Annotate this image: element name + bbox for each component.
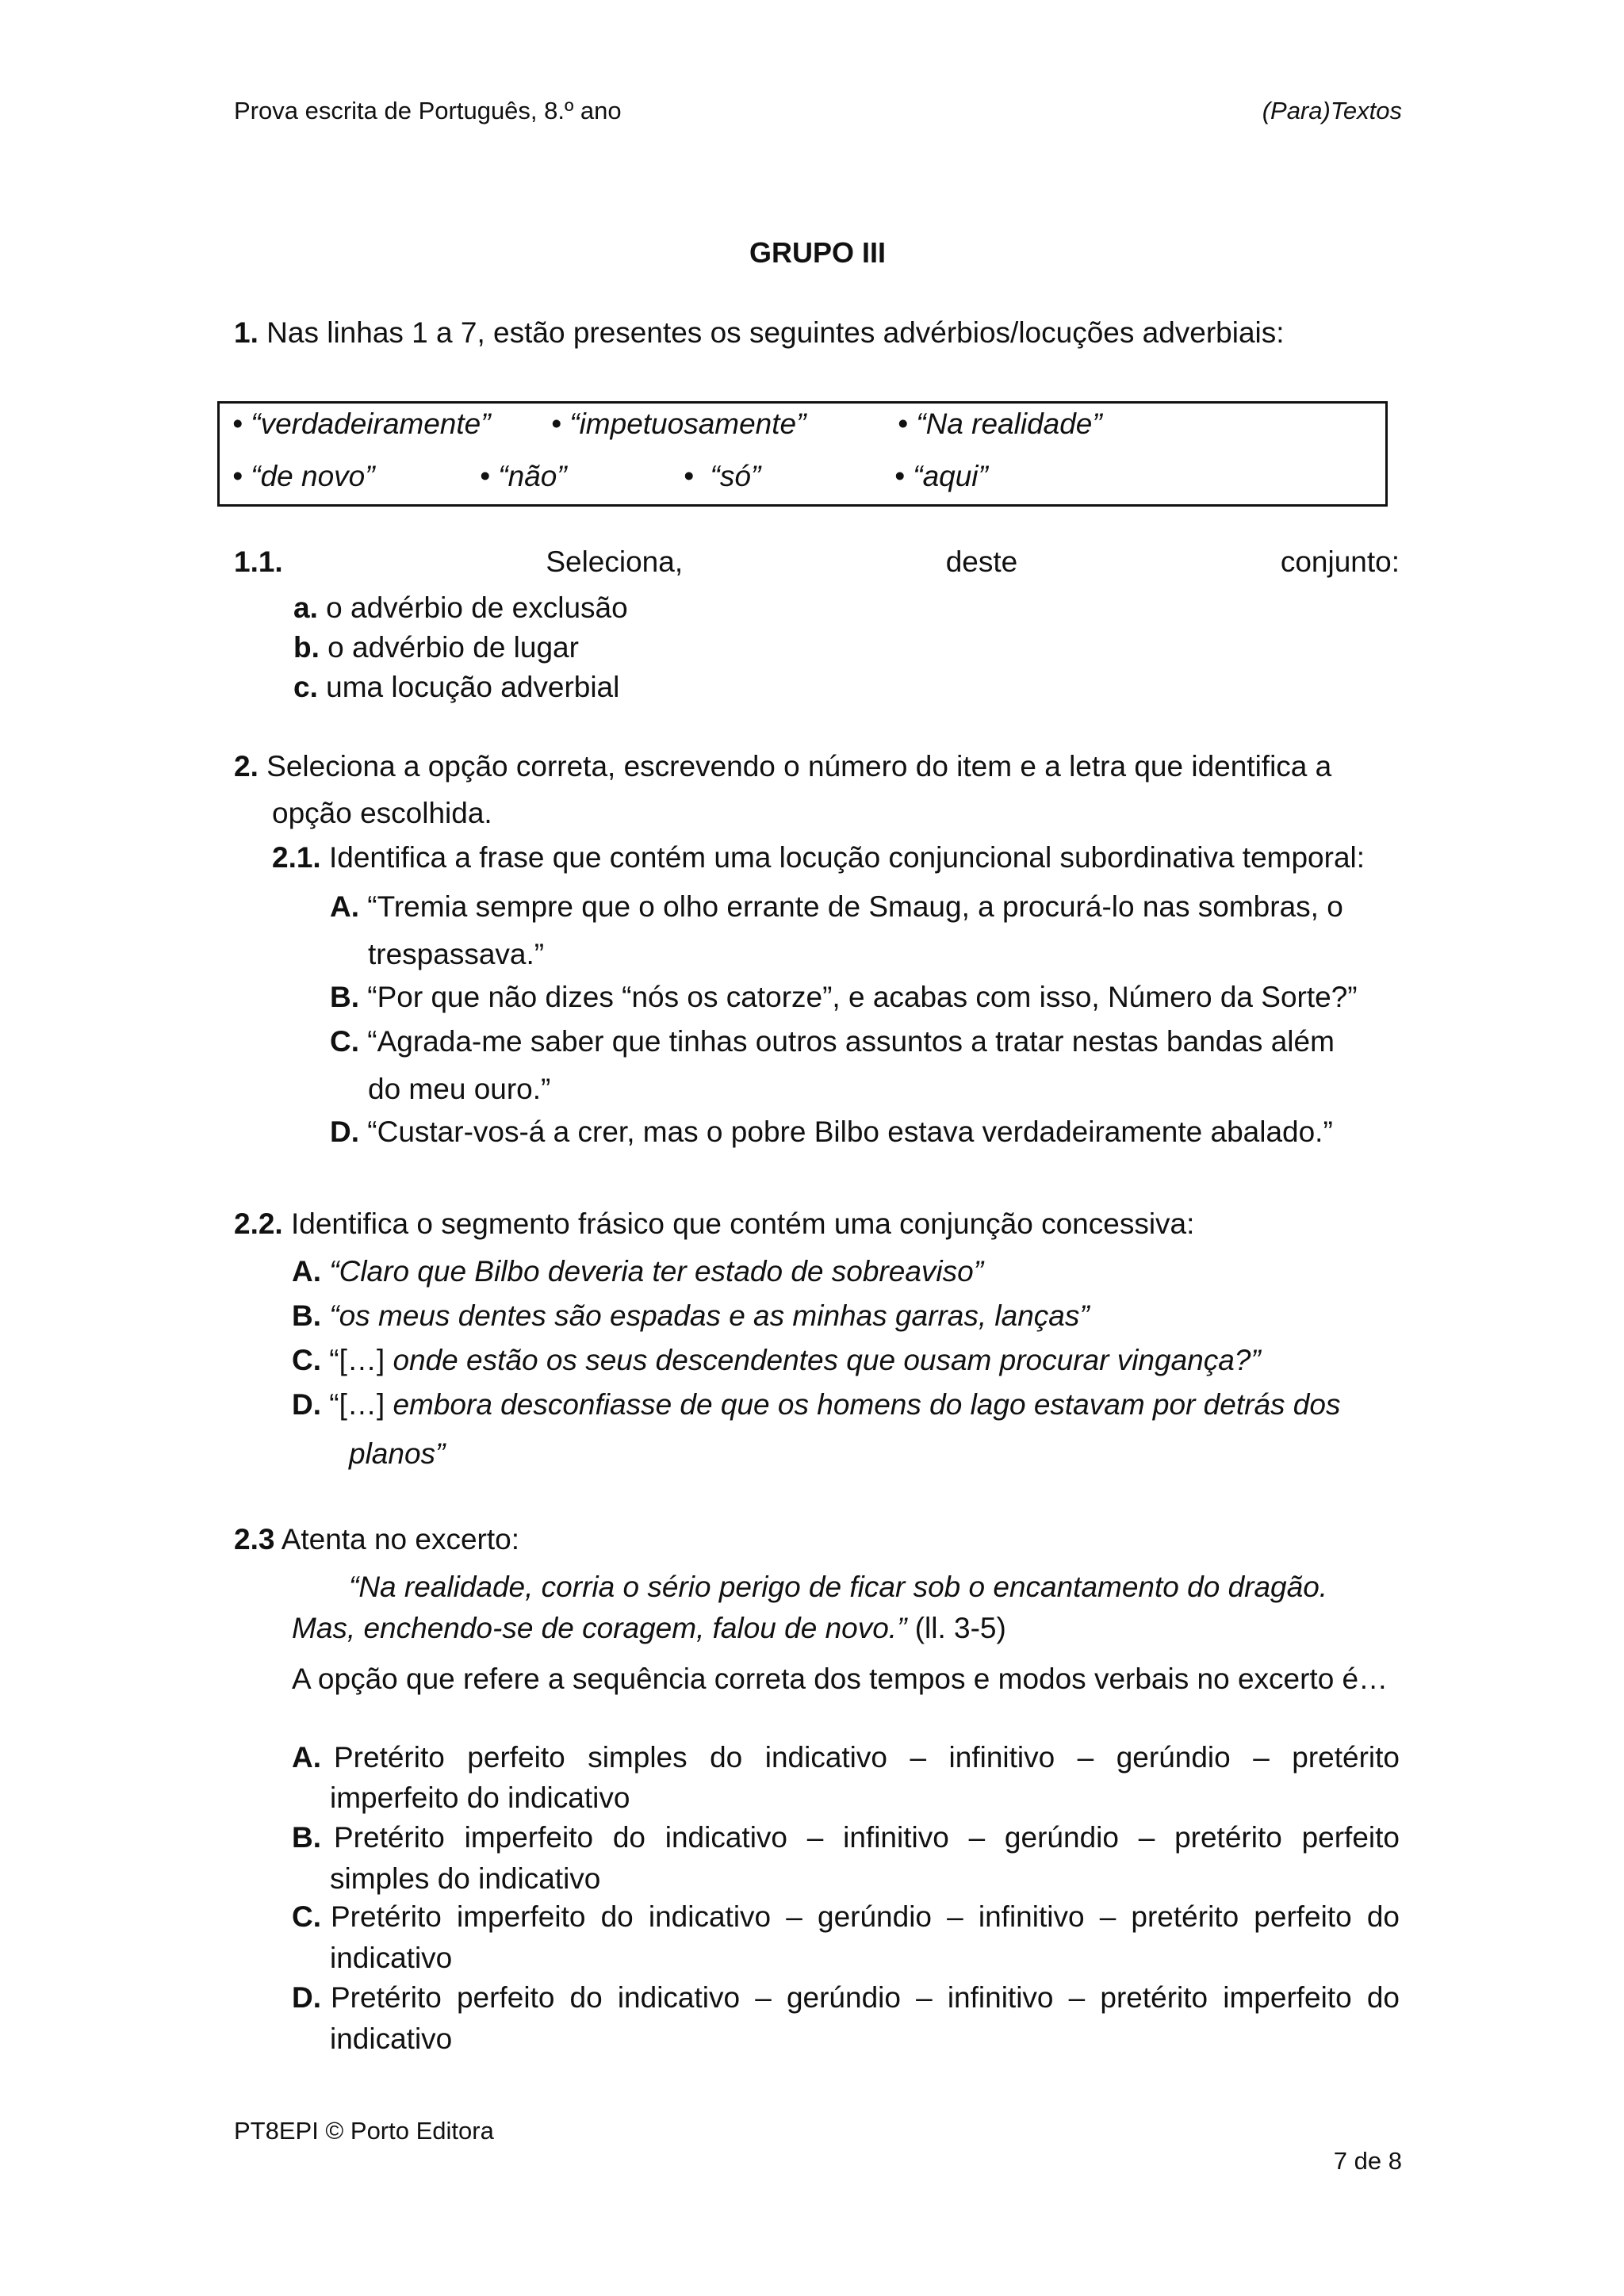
q23-option-c: C. Pretérito imperfeito do indicativo – gerúndio – infinitivo – pretérito perfeito do [292,1900,1400,1933]
q23-option-c-cont: indicativo [330,1942,453,1974]
q22-statement: 2.2. Identifica o segmento frásico que contém uma conjunção concessiva: [234,1207,1195,1240]
adverbs-box [217,401,1388,507]
q23-prompt: A opção que refere a sequência correta dos tempos e modos verbais no excerto é… [292,1663,1388,1695]
adverb-item: • “Na realidade” [898,408,1102,440]
section-title: GRUPO III [749,236,887,269]
adverb-item: • “só” [684,460,761,492]
q23-option-d: D. Pretérito perfeito do indicativo – gerúndio – infinitivo – pretérito imperfeito do [292,1981,1400,2014]
q11-item-c: c. uma locução adverbial [293,671,620,703]
adverb-item: • “verdadeiramente” [232,408,491,440]
q2-number: 2. [234,750,259,783]
q21-option-c: C. “Agrada-me saber que tinhas outros assuntos a tratar nestas bandas além [330,1025,1335,1058]
q11-word: Seleciona, [546,545,684,578]
q21-option-b: B. “Por que não dizes “nós os catorze”, e acabas com isso, Número da Sorte?” [330,981,1358,1013]
q11-statement [234,545,1400,580]
q23-quote-line1-text: “Na realidade, corria o sério perigo de ficar sob o encantamento do dragão. [349,1571,1328,1603]
q11-item-b: b. o advérbio de lugar [293,631,579,664]
adverb-item: • “de novo” [232,460,375,492]
q2-statement: 2. Seleciona a opção correta, escrevendo o número do item e a letra que identifica a [234,750,1332,783]
q23-quote-line1 [349,1570,1400,1605]
q11-number: 1.1. [234,545,283,578]
page-number: 7 de 8 [1333,2147,1402,2175]
q22-number: 2.2. [234,1207,283,1240]
q23-option-d-cont: indicativo [330,2022,453,2055]
q23-option-b-cont: simples do indicativo [330,1862,601,1895]
q23-statement: 2.3 Atenta no excerto: [234,1523,519,1556]
q21-option-a-cont: trespassava.” [368,938,545,970]
q23-number: 2.3 [234,1523,275,1556]
q21-statement: 2.1. Identifica a frase que contém uma locução conjuncional subordinativa temporal: [272,841,1365,874]
q23-option-b: B. Pretérito imperfeito do indicativo – infinitivo – gerúndio – pretérito perfeito [292,1821,1400,1854]
q23-option-a: A. Pretérito perfeito simples do indicativo – infinitivo – gerúndio – pretérito [292,1741,1400,1774]
header-left: Prova escrita de Português, 8.º ano [234,97,622,124]
q22-option-c: C. “[…] onde estão os seus descendentes que ousam procurar vingança?” [292,1344,1261,1376]
adverb-item: • “aqui” [894,460,988,492]
q11-word: conjunto: [1280,545,1400,578]
q1-number: 1. [234,316,259,349]
q22-option-a: A. “Claro que Bilbo deveria ter estado de sobreaviso” [292,1255,984,1288]
q11-word: deste [945,545,1018,578]
header-right: (Para)Textos [1262,97,1402,124]
q1-statement [234,316,1285,350]
q23-option-a-cont: imperfeito do indicativo [330,1781,630,1814]
q22-option-d-cont: planos” [349,1437,446,1470]
footer-code: PT8EPI © Porto Editora [234,2117,494,2145]
q11-item-a: a. o advérbio de exclusão [293,591,628,624]
q21-number: 2.1. [272,841,321,874]
q2-statement-cont: opção escolhida. [272,797,492,829]
q1-text: Nas linhas 1 a 7, estão presentes os seguintes advérbios/locuções adverbiais: [266,316,1285,349]
q21-option-c-cont: do meu ouro.” [368,1073,551,1105]
q21-option-a: A. “Tremia sempre que o olho errante de Smaug, a procurá-lo nas sombras, o [330,890,1343,923]
q23-quote-line2: Mas, enchendo-se de coragem, falou de novo.” (ll. 3-5) [292,1612,1006,1644]
adverb-item: • “não” [480,460,567,492]
q22-option-d: D. “[…] embora desconfiasse de que os homens do lago estavam por detrás dos [292,1388,1341,1421]
adverb-item: • “impetuosamente” [551,408,806,440]
q22-option-b: B. “os meus dentes são espadas e as minhas garras, lanças” [292,1299,1090,1332]
q21-option-d: D. “Custar-vos-á a crer, mas o pobre Bilbo estava verdadeiramente abalado.” [330,1115,1333,1148]
